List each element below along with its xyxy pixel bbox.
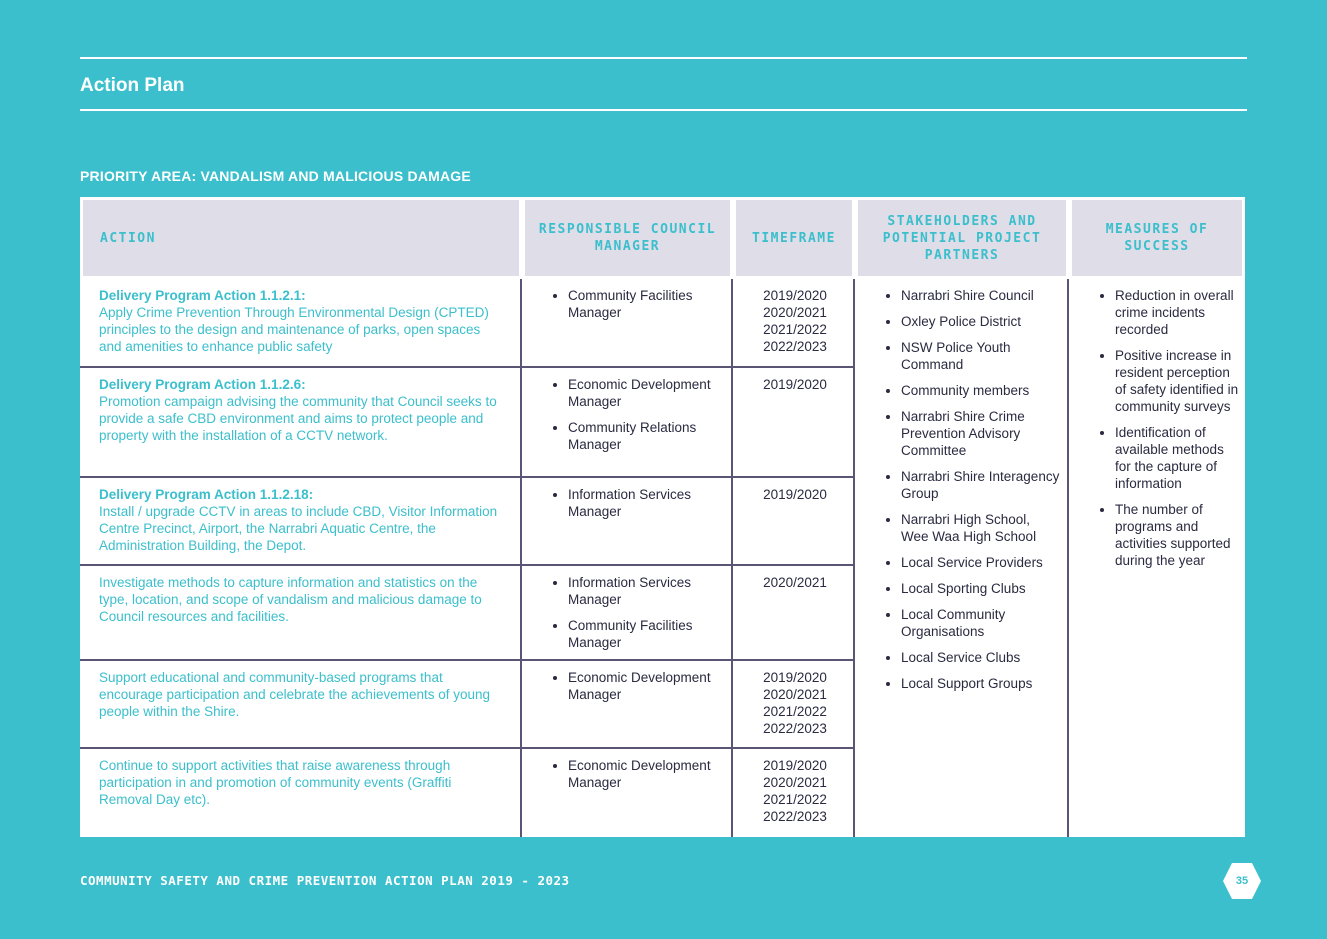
stakeholders-cell bbox=[855, 279, 1069, 837]
stakeholder-item: • NSW Police Youth Command bbox=[901, 339, 1061, 373]
action-text: Support educational and community-based programs that encourage participation and celebrate the achievements of young people within the Shire. bbox=[99, 670, 491, 719]
stakeholder-item: • Local Community Organisations bbox=[901, 606, 1061, 640]
page-number: 35 bbox=[1235, 875, 1249, 887]
timeframe-cell bbox=[733, 478, 855, 566]
measure-item: • Reduction in overall crime incidents recorded bbox=[1115, 287, 1239, 338]
header-bottom-rule bbox=[80, 109, 1247, 111]
stakeholder-item: • Community members bbox=[901, 382, 1061, 399]
timeframe-value: 2021/2022 bbox=[763, 792, 827, 807]
manager-cell bbox=[522, 661, 733, 749]
column-header-timeframe: TIMEFRAME bbox=[733, 197, 855, 279]
action-reference: Delivery Program Action 1.1.2.18: bbox=[99, 487, 314, 502]
measure-item: • Positive increase in resident perception of safety identified in community surveys bbox=[1115, 347, 1239, 415]
action-text: Install / upgrade CCTV in areas to include CBD, Visitor Information Centre Precinct, Airport, the Narrabri Aquatic Centre, the Administration Building, the Depot. bbox=[99, 504, 498, 553]
timeframe-value: 2022/2023 bbox=[763, 339, 827, 354]
manager-cell bbox=[522, 566, 733, 661]
manager-item: • Economic Development Manager bbox=[568, 376, 725, 410]
action-cell bbox=[80, 661, 522, 749]
stakeholder-item: • Narrabri Shire Interagency Group bbox=[901, 468, 1061, 502]
action-text: Promotion campaign advising the community that Council seeks to provide a safe CBD environment and aims to protect people and property with the installation of a CCTV network. bbox=[99, 394, 497, 443]
stakeholder-item: • Local Service Clubs bbox=[901, 649, 1061, 666]
action-cell bbox=[80, 749, 522, 837]
manager-cell bbox=[522, 749, 733, 837]
timeframe-value: 2019/2020 bbox=[763, 670, 827, 685]
stakeholder-item: • Local Service Providers bbox=[901, 554, 1061, 571]
measure-item: • The number of programs and activities supported during the year bbox=[1115, 501, 1239, 569]
timeframe-value: 2021/2022 bbox=[763, 704, 827, 719]
manager-item: • Information Services Manager bbox=[568, 486, 725, 520]
manager-item: • Information Services Manager bbox=[568, 574, 725, 608]
manager-cell bbox=[522, 478, 733, 566]
manager-cell bbox=[522, 368, 733, 478]
stakeholder-item: • Narrabri High School, Wee Waa High School bbox=[901, 511, 1061, 545]
timeframe-value: 2020/2021 bbox=[763, 687, 827, 702]
measure-item: • Identification of available methods for the capture of information bbox=[1115, 424, 1239, 492]
action-text: Investigate methods to capture information and statistics on the type, location, and scope of vandalism and malicious damage to Council resources and facilities. bbox=[99, 575, 482, 624]
stakeholder-item: • Local Support Groups bbox=[901, 675, 1061, 692]
timeframe-value: 2020/2021 bbox=[763, 775, 827, 790]
column-header-manager: RESPONSIBLE COUNCIL MANAGER bbox=[522, 197, 733, 279]
timeframe-value: 2022/2023 bbox=[763, 809, 827, 824]
column-header-stakeholders: STAKEHOLDERS AND POTENTIAL PROJECT PARTNERS bbox=[855, 197, 1069, 279]
timeframe-value: 2019/2020 bbox=[763, 487, 827, 502]
action-reference: Delivery Program Action 1.1.2.1: bbox=[99, 288, 306, 303]
manager-cell bbox=[522, 279, 733, 368]
timeframe-cell bbox=[733, 368, 855, 478]
table-row bbox=[80, 279, 1245, 368]
action-cell bbox=[80, 279, 522, 368]
column-header-measures: MEASURES OF SUCCESS bbox=[1069, 197, 1245, 279]
action-text: Continue to support activities that raise awareness through participation in and promotion of community events (Graffiti Removal Day etc). bbox=[99, 758, 452, 807]
timeframe-value: 2022/2023 bbox=[763, 721, 827, 736]
page-number-badge bbox=[1222, 862, 1262, 900]
timeframe-value: 2020/2021 bbox=[763, 305, 827, 320]
timeframe-value: 2021/2022 bbox=[763, 322, 827, 337]
timeframe-value: 2020/2021 bbox=[763, 575, 827, 590]
measures-cell bbox=[1069, 279, 1245, 837]
action-cell bbox=[80, 368, 522, 478]
timeframe-value: 2019/2020 bbox=[763, 288, 827, 303]
stakeholder-item: • Narrabri Shire Crime Prevention Advisory Committee bbox=[901, 408, 1061, 459]
action-plan-table bbox=[80, 197, 1245, 837]
footer-document-title: COMMUNITY SAFETY AND CRIME PREVENTION ACTION PLAN 2019 - 2023 bbox=[80, 873, 570, 888]
manager-item: • Economic Development Manager bbox=[568, 757, 725, 791]
header-top-rule bbox=[80, 57, 1247, 59]
timeframe-cell bbox=[733, 566, 855, 661]
manager-item: • Community Facilities Manager bbox=[568, 287, 725, 321]
timeframe-cell bbox=[733, 661, 855, 749]
manager-item: • Community Facilities Manager bbox=[568, 617, 725, 651]
timeframe-cell bbox=[733, 279, 855, 368]
manager-item: • Economic Development Manager bbox=[568, 669, 725, 703]
stakeholder-item: • Oxley Police District bbox=[901, 313, 1061, 330]
page-title: Action Plan bbox=[80, 75, 185, 96]
action-cell bbox=[80, 566, 522, 661]
priority-area-heading: PRIORITY AREA: VANDALISM AND MALICIOUS DAMAGE bbox=[80, 168, 471, 184]
stakeholder-item: • Narrabri Shire Council bbox=[901, 287, 1061, 304]
timeframe-cell bbox=[733, 749, 855, 837]
timeframe-value: 2019/2020 bbox=[763, 758, 827, 773]
manager-item: • Community Relations Manager bbox=[568, 419, 725, 453]
table-header-row bbox=[80, 197, 1245, 279]
stakeholder-item: • Local Sporting Clubs bbox=[901, 580, 1061, 597]
action-reference: Delivery Program Action 1.1.2.6: bbox=[99, 377, 306, 392]
column-header-action: ACTION bbox=[80, 197, 522, 279]
timeframe-value: 2019/2020 bbox=[763, 377, 827, 392]
action-text: Apply Crime Prevention Through Environmental Design (CPTED) principles to the design and maintenance of parks, open spaces and amenities to enhance public safety bbox=[99, 305, 489, 354]
action-cell bbox=[80, 478, 522, 566]
